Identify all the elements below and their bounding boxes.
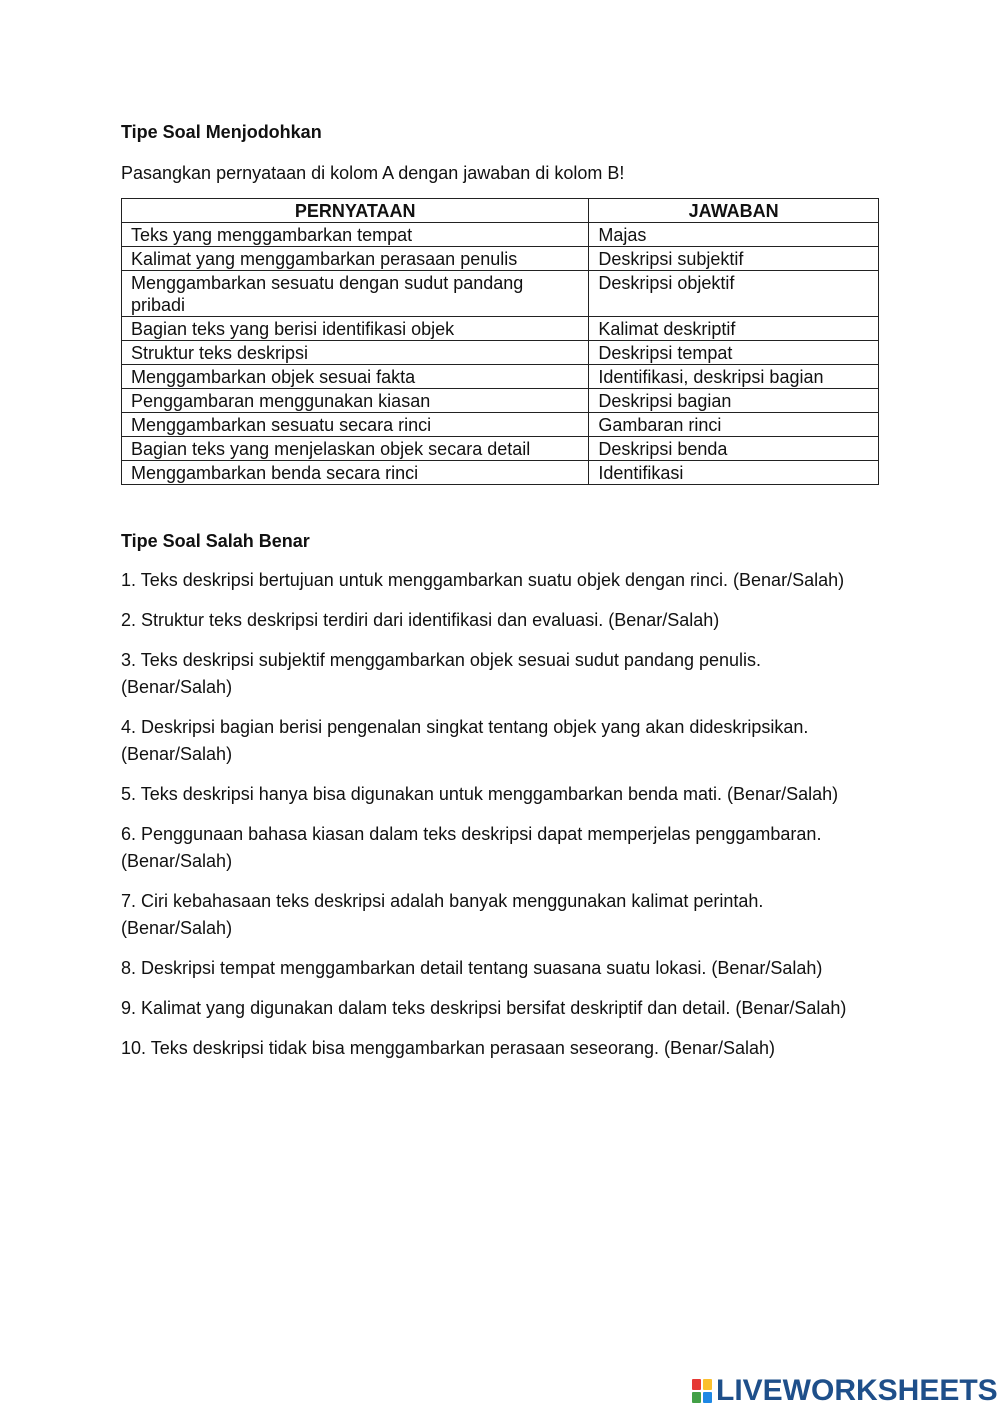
answer-cell: Deskripsi benda (589, 437, 879, 461)
list-item: 1. Teks deskripsi bertujuan untuk menggambarkan suatu objek dengan rinci. (Benar/Salah) (121, 570, 845, 590)
answer-cell: Deskripsi objektif (589, 271, 879, 317)
liveworksheets-logo-icon (691, 1378, 713, 1404)
list-item: 2. Struktur teks deskripsi terdiri dari identifikasi dan evaluasi. (Benar/Salah) (121, 610, 720, 630)
matching-instruction: Pasangkan pernyataan di kolom A dengan jawaban di kolom B! (121, 163, 625, 183)
list-item: 4. Deskripsi bagian berisi pengenalan singkat tentang objek yang akan dideskripsikan. (Benar/Salah) (121, 717, 809, 764)
table-row (122, 341, 879, 365)
table-row (122, 437, 879, 461)
statement-cell: Bagian teks yang berisi identifikasi objek (122, 317, 589, 341)
statement-cell: Bagian teks yang menjelaskan objek secara detail (122, 437, 589, 461)
answer-cell: Identifikasi, deskripsi bagian (589, 365, 879, 389)
answer-cell: Deskripsi bagian (589, 389, 879, 413)
list-item: 9. Kalimat yang digunakan dalam teks deskripsi bersifat deskriptif dan detail. (Benar/Salah) (121, 998, 847, 1018)
table-row (122, 365, 879, 389)
table-row (122, 223, 879, 247)
answer-cell: Identifikasi (589, 461, 879, 485)
statement-cell: Penggambaran menggunakan kiasan (122, 389, 589, 413)
list-item: 7. Ciri kebahasaan teks deskripsi adalah banyak menggunakan kalimat perintah. (Benar/Salah) (121, 891, 764, 938)
statement-cell: Struktur teks deskripsi (122, 341, 589, 365)
table-header-row (122, 199, 879, 223)
table-row (122, 271, 879, 317)
statement-cell: Menggambarkan sesuatu secara rinci (122, 413, 589, 437)
matching-heading: Tipe Soal Menjodohkan (121, 122, 322, 142)
statement-cell: Menggambarkan sesuatu dengan sudut pandang pribadi (122, 271, 589, 317)
table-row (122, 461, 879, 485)
answer-cell: Deskripsi tempat (589, 341, 879, 365)
answer-cell: Deskripsi subjektif (589, 247, 879, 271)
statement-cell: Teks yang menggambarkan tempat (122, 223, 589, 247)
table-row (122, 413, 879, 437)
matching-table (121, 198, 879, 485)
table-row (122, 247, 879, 271)
true-false-heading: Tipe Soal Salah Benar (121, 531, 310, 551)
liveworksheets-wordmark: LIVEWORKSHEETS (716, 1374, 998, 1407)
answer-cell: Gambaran rinci (589, 413, 879, 437)
table-row (122, 317, 879, 341)
statement-cell: Menggambarkan objek sesuai fakta (122, 365, 589, 389)
list-item: 8. Deskripsi tempat menggambarkan detail tentang suasana suatu lokasi. (Benar/Salah) (121, 958, 823, 978)
liveworksheets-brand (691, 1374, 998, 1408)
statement-cell: Kalimat yang menggambarkan perasaan penulis (122, 247, 589, 271)
statement-cell: Menggambarkan benda secara rinci (122, 461, 589, 485)
answer-cell: Kalimat deskriptif (589, 317, 879, 341)
true-false-list (121, 567, 881, 1062)
list-item: 6. Penggunaan bahasa kiasan dalam teks deskripsi dapat memperjelas penggambaran. (Benar/Salah) (121, 824, 822, 871)
table-row (122, 389, 879, 413)
answer-cell: Majas (589, 223, 879, 247)
header-pernyataan: PERNYATAAN (122, 199, 589, 223)
list-item: 3. Teks deskripsi subjektif menggambarkan objek sesuai sudut pandang penulis. (Benar/Salah) (121, 650, 762, 697)
worksheet-page (121, 120, 881, 1075)
list-item: 10. Teks deskripsi tidak bisa menggambarkan perasaan seseorang. (Benar/Salah) (121, 1038, 776, 1058)
list-item: 5. Teks deskripsi hanya bisa digunakan untuk menggambarkan benda mati. (Benar/Salah) (121, 784, 839, 804)
header-jawaban: JAWABAN (589, 199, 879, 223)
